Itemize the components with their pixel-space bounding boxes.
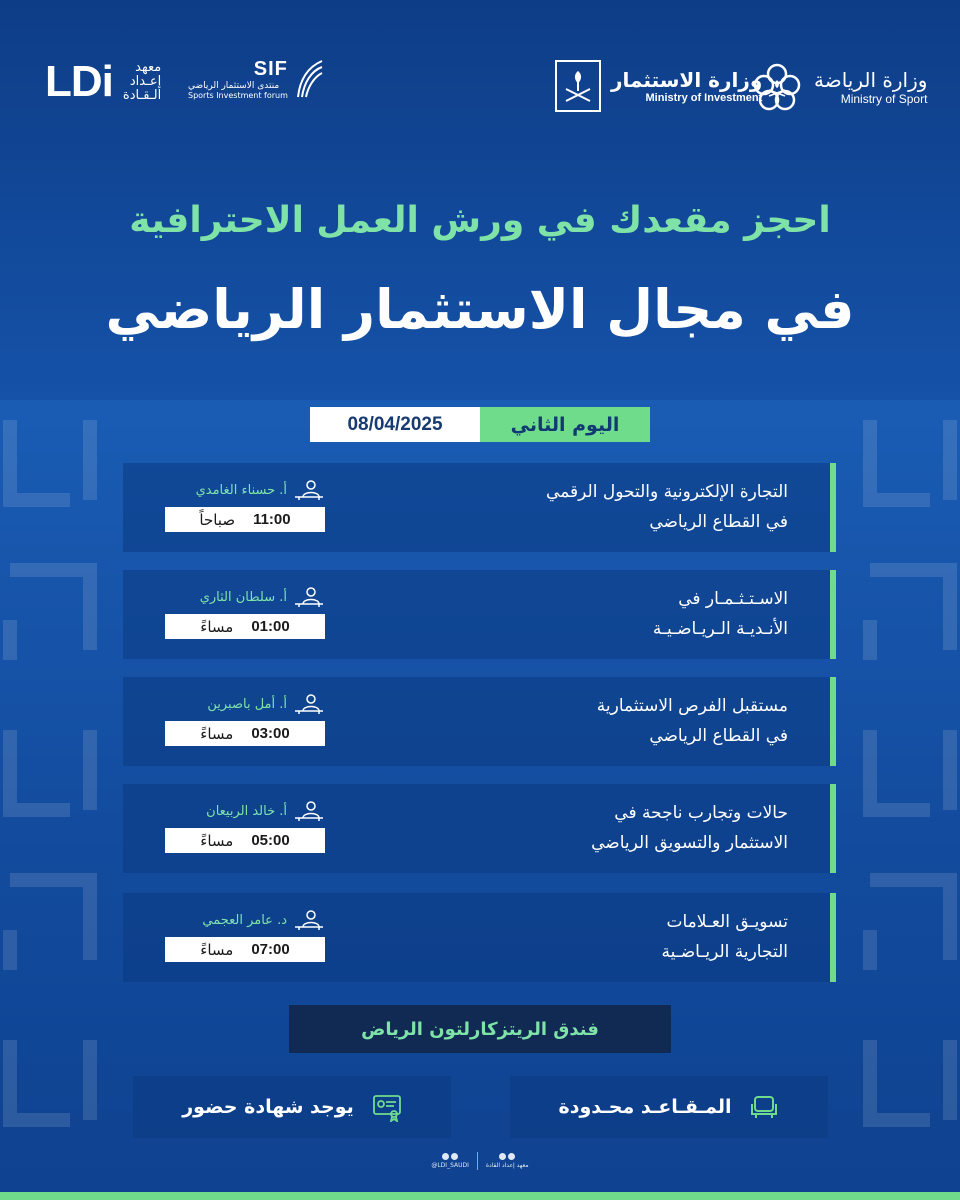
time-value: 05:00: [251, 832, 290, 849]
social-divider: [477, 1152, 478, 1170]
time-value: 01:00: [251, 618, 290, 635]
speaker-name: أ. حسناء الغامدي: [195, 482, 287, 498]
day-label: اليوم الثاني: [480, 407, 650, 442]
ministry-sport-text: [814, 68, 927, 106]
session-title-line-2: الأنـديـة الـريـاضـيـة: [652, 619, 788, 639]
session-title-line-2: في القطاع الرياضي: [649, 726, 788, 746]
speaker-at-desk-icon: [293, 909, 325, 931]
social-handle-right: معهد إعداد القادة: [485, 1162, 529, 1169]
date-row: [310, 407, 650, 442]
headline-subtitle: احجز مقعدك في ورش العمل الاحترافية: [129, 200, 831, 241]
youtube-icon[interactable]: [499, 1153, 506, 1160]
speaker: [165, 800, 325, 822]
social-icons-left: [442, 1153, 458, 1160]
seats-label: المـقـاعـد محـدودة: [558, 1096, 732, 1118]
social-handle-left: @LDI_SAUDI: [431, 1162, 469, 1169]
time-period: مساءً: [200, 724, 234, 743]
time-period: مساءً: [200, 831, 234, 850]
session-time: [165, 614, 325, 639]
speaker: [165, 693, 325, 715]
speaker: [165, 586, 325, 608]
session-title: [428, 584, 788, 644]
ldi-logo-mark: LDi: [45, 57, 113, 106]
certificate-icon: [372, 1092, 402, 1122]
time-value: 07:00: [251, 941, 290, 958]
session-time: [165, 507, 325, 532]
speaker: [165, 909, 325, 931]
session-card: [123, 784, 836, 873]
instagram-icon[interactable]: [442, 1153, 449, 1160]
date-label: 08/04/2025: [310, 407, 480, 442]
x-icon[interactable]: [451, 1153, 458, 1160]
ministry-investment-english: Ministry of Investment: [645, 92, 763, 104]
speaker-name: أ. أمل باصبرين: [207, 696, 287, 712]
sif-wing-icon: [294, 59, 324, 99]
time-period: مساءً: [200, 940, 234, 959]
social-links: [420, 1150, 540, 1172]
ministry-sport-arabic: وزارة الرياضة: [814, 68, 928, 92]
time-period: صباحاً: [199, 510, 236, 529]
session-title-line-1: تسويـق العـلامات: [666, 912, 788, 932]
session-title-line-2: الاستثمار والتسويق الرياضي: [591, 833, 788, 853]
certificate-box: [133, 1076, 451, 1138]
session-card: [123, 570, 836, 659]
session-time: [165, 828, 325, 853]
ministry-sport-emblem-icon: [750, 60, 804, 114]
left-pattern-decoration: [0, 400, 120, 1190]
speaker-at-desk-icon: [293, 586, 325, 608]
headline-title: في مجال الاستثمار الرياضي: [105, 278, 855, 341]
linkedin-icon[interactable]: [508, 1153, 515, 1160]
ministry-investment-text: [611, 68, 762, 104]
session-card: [123, 677, 836, 766]
speaker-at-desk-icon: [293, 800, 325, 822]
session-title-line-2: في القطاع الرياضي: [649, 512, 788, 532]
sif-english: Sports Investment forum: [188, 91, 288, 100]
speaker-name: د. عامر العجمي: [202, 912, 287, 928]
time-value: 03:00: [251, 725, 290, 742]
session-title: [428, 798, 788, 858]
seat-icon: [749, 1092, 779, 1122]
ldi-line-2: إعـداد: [129, 74, 162, 89]
ministry-investment-arabic: وزارة الاستثمار: [611, 68, 763, 92]
speaker: [165, 479, 325, 501]
session-time: [165, 721, 325, 746]
session-title: [428, 691, 788, 751]
session-card: [123, 893, 836, 982]
speaker-at-desk-icon: [293, 479, 325, 501]
sif-title: SIF: [253, 58, 288, 80]
session-title-line-1: مستقبل الفرص الاستثمارية: [596, 696, 788, 716]
venue-label: فندق الريتزكارلتون الرياض: [289, 1005, 671, 1053]
ldi-line-1: معهد: [135, 60, 162, 75]
speaker-at-desk-icon: [293, 693, 325, 715]
session-time: [165, 937, 325, 962]
social-group-left: [431, 1153, 469, 1169]
session-title-line-1: حالات وتجارب ناجحة في: [614, 803, 788, 823]
certificate-label: يوجد شهادة حضور: [182, 1096, 354, 1118]
sif-logo: [188, 58, 324, 100]
social-icons-right: [499, 1153, 515, 1160]
ministry-sport-logo: [750, 60, 927, 114]
ldi-line-3: الـقـادة: [122, 88, 162, 103]
social-group-right: [486, 1153, 529, 1169]
ministry-sport-english: Ministry of Sport: [840, 92, 928, 106]
session-title: [428, 907, 788, 967]
saudi-emblem-icon: [555, 60, 601, 112]
ldi-logo-text: [123, 61, 161, 103]
sif-logo-text: [188, 58, 288, 100]
session-card: [123, 463, 836, 552]
time-period: مساءً: [200, 617, 234, 636]
session-title-line-1: التجارة الإلكترونية والتحول الرقمي: [546, 482, 788, 502]
seats-box: [510, 1076, 828, 1138]
ldi-logo: [45, 57, 162, 106]
sif-arabic: منتدى الاستثمار الرياضي: [188, 81, 280, 91]
ministry-investment-logo: [555, 60, 762, 112]
speaker-name: أ. سلطان الثاري: [199, 589, 287, 605]
session-title-line-1: الاسـتـثـمـار في: [678, 589, 788, 609]
right-pattern-decoration: [840, 400, 960, 1190]
time-value: 11:00: [253, 511, 291, 528]
session-title-line-2: التجارية الريـاضـية: [661, 942, 788, 962]
speaker-name: أ. خالد الربيعان: [206, 803, 287, 819]
bottom-accent-bar: [0, 1192, 960, 1200]
session-title: [428, 477, 788, 537]
